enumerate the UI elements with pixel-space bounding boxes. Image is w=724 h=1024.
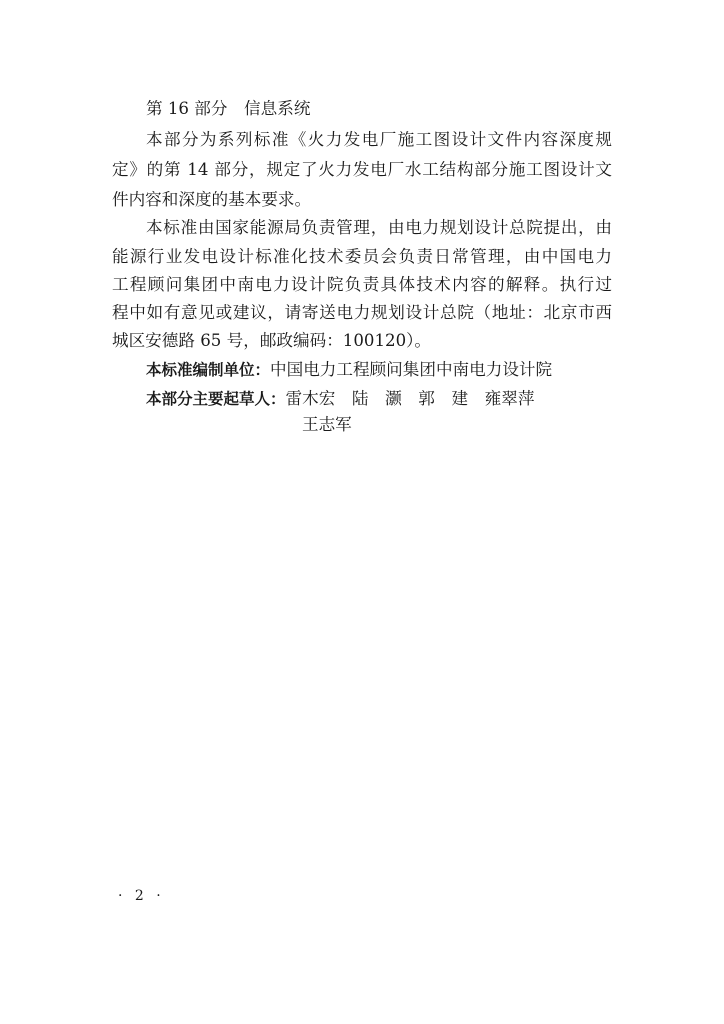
section-title: 第 16 部分 信息系统 bbox=[146, 99, 311, 118]
paragraph-line: 定》的第 14 部分，规定了火力发电厂水工结构部分施工图设计文 bbox=[112, 160, 612, 179]
drafters-label: 本部分主要起草人： bbox=[146, 390, 286, 408]
paragraph-line: 程中如有意见或建议，请寄送电力规划设计总院（地址：北京市西 bbox=[112, 303, 612, 322]
drafters-names: 雷木宏 陆 灏 郭 建 雍翠萍 bbox=[285, 389, 535, 408]
paragraph-line: 工程顾问集团中南电力设计院负责具体技术内容的解释。执行过 bbox=[112, 275, 612, 294]
paragraph-line: 能源行业发电设计标准化技术委员会负责日常管理，由中国电力 bbox=[112, 247, 612, 266]
drafters-names-cont: 王志军 bbox=[302, 415, 352, 434]
page-number: · 2 · bbox=[118, 888, 165, 904]
paragraph-line: 本标准由国家能源局负责管理，由电力规划设计总院提出，由 bbox=[146, 218, 612, 237]
drafting-unit-value: 中国电力工程顾问集团中南电力设计院 bbox=[270, 360, 553, 379]
paragraph-line: 城区安德路 65 号，邮政编码：100120）。 bbox=[112, 331, 432, 350]
drafting-unit bbox=[146, 355, 616, 385]
paragraph-line: 件内容和深度的基本要求。 bbox=[112, 190, 312, 209]
paragraph-line: 本部分为系列标准《火力发电厂施工图设计文件内容深度规 bbox=[146, 130, 612, 149]
drafting-unit-label: 本标准编制单位： bbox=[146, 361, 271, 379]
